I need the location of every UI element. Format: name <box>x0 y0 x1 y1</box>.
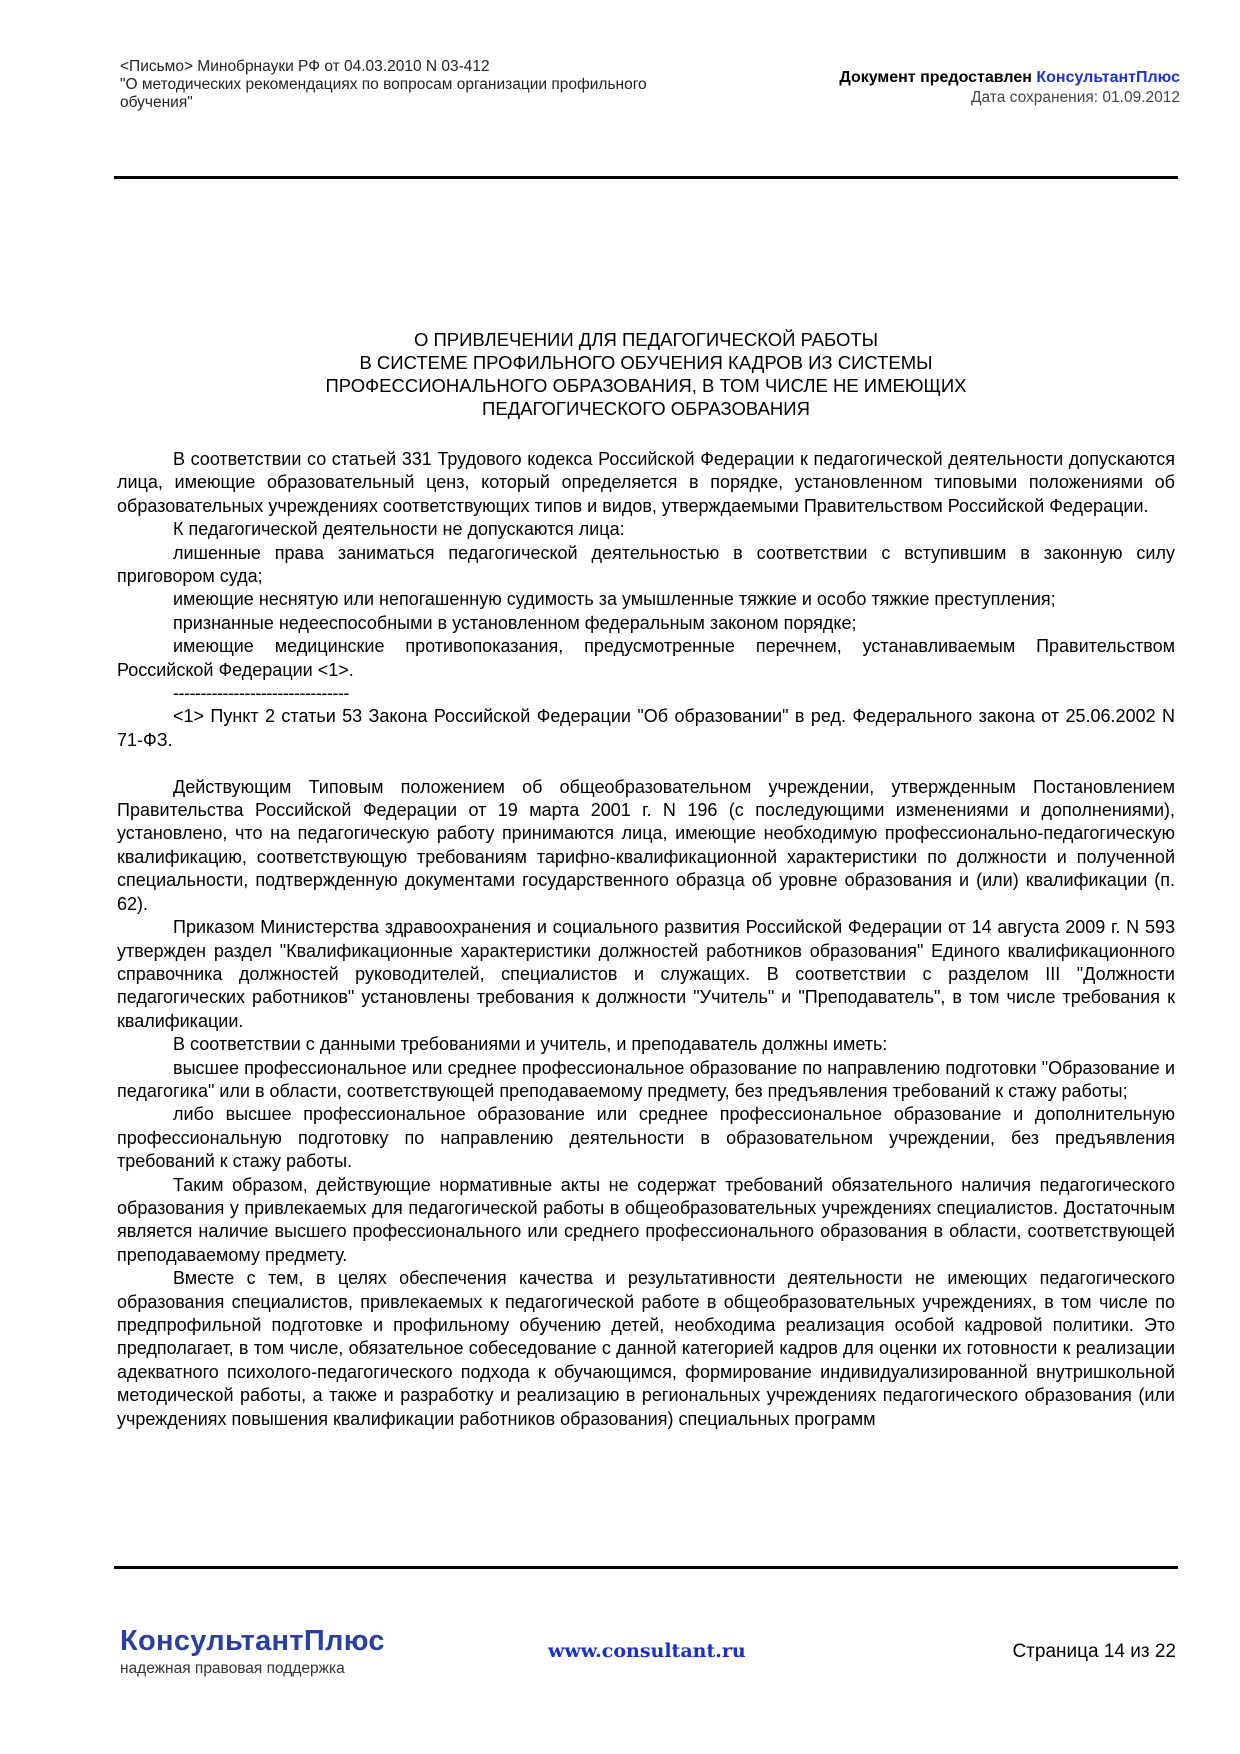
title-line-2: В СИСТЕМЕ ПРОФИЛЬНОГО ОБУЧЕНИЯ КАДРОВ ИЗ СИСТЕМЫ <box>359 352 933 373</box>
provided-by <box>720 68 1180 88</box>
page-number: Страница 14 из 22 <box>1012 1641 1176 1662</box>
paragraph: К педагогической деятельности не допускаются лица: <box>173 519 625 540</box>
document-body <box>117 448 1175 1431</box>
footnote: <1> Пункт 2 статьи 53 Закона Российской Федерации "Об образовании" в ред. Федерального закона от 25.06.2002 N 71-ФЗ. <box>117 706 1175 750</box>
header-divider <box>114 176 1178 179</box>
doc-ref-line-3: обучения" <box>120 94 193 111</box>
website-link[interactable]: www.consultant.ru <box>548 1640 746 1662</box>
provided-brand-link[interactable]: КонсультантПлюс <box>1036 69 1180 86</box>
document-title <box>120 328 1172 420</box>
footer-divider <box>114 1566 1178 1569</box>
provider-info <box>720 68 1180 108</box>
paragraph: В соответствии со статьей 331 Трудового кодекса Российской Федерации к педагогической деятельности допускаются лица, имеющие образовательный ценз, который определяется в порядке, установленном типовыми положениями об образовательных учреждениях соответствующих типов и видов, утверждаемыми Правительством Российской Федерации. <box>117 449 1175 516</box>
document-reference <box>120 58 720 112</box>
logo-tagline: надежная правовая поддержка <box>120 1660 345 1677</box>
spacer <box>117 752 1175 775</box>
title-line-4: ПЕДАГОГИЧЕСКОГО ОБРАЗОВАНИЯ <box>482 398 810 419</box>
list-item: имеющие неснятую или непогашенную судимость за умышленные тяжкие и особо тяжкие преступления; <box>173 589 1056 610</box>
paragraph: Действующим Типовым положением об общеобразовательном учреждении, утвержденным Постановлением Правительства Российской Федерации от 19 марта 2001 г. N 196 (с последующими изменениями и дополнениями), установлено, что на педагогическую работу принимаются лица, имеющие необходимую профессионально-педагогическую квалификацию, соответствующую требованиям тарифно-квалификационной характеристики по должности и полученной специальности, подтвержденную документами государственного образца об уровне образования и (или) квалификации (п. 62). <box>117 776 1175 914</box>
list-item: либо высшее профессиональное образование или среднее профессиональное образование и дополнительную профессиональную подготовку по направлению деятельности в образовательном учреждении, без предъявления требований к стажу работы. <box>117 1104 1175 1172</box>
paragraph: В соответствии с данными требованиями и учитель, и преподаватель должны иметь: <box>173 1034 888 1055</box>
doc-ref-line-2: "О методических рекомендациях по вопросам организации профильного <box>120 76 647 93</box>
list-item: имеющие медицинские противопоказания, предусмотренные перечнем, устанавливаемым Правительством Российской Федерации <1>. <box>117 636 1175 680</box>
list-item: лишенные права заниматься педагогической деятельностью в соответствии с вступившим в законную силу приговором суда; <box>117 542 1175 587</box>
title-line-3: ПРОФЕССИОНАЛЬНОГО ОБРАЗОВАНИЯ, В ТОМ ЧИСЛЕ НЕ ИМЕЮЩИХ <box>325 375 967 396</box>
saved-date: Дата сохранения: 01.09.2012 <box>971 89 1180 106</box>
list-item: высшее профессиональное или среднее профессиональное образование по направлению подготовки "Образование и педагогика" или в области, соответствующей преподаваемому предмету, без предъявления требований к стажу работы; <box>117 1057 1175 1101</box>
doc-ref-line-1: <Письмо> Минобрнауки РФ от 04.03.2010 N 03-412 <box>120 58 490 75</box>
paragraph: Таким образом, действующие нормативные акты не содержат требований обязательного наличия педагогического образования у привлекаемых для педагогической работы в общеобразовательных учреждениях специалистов. Достаточным является наличие высшего профессионального или среднего профессионального образования в области, соответствующей преподаваемому предмету. <box>117 1174 1175 1265</box>
paragraph: Вместе с тем, в целях обеспечения качества и результативности деятельности не имеющих педагогического образования специалистов, привлекаемых к педагогической работе в общеобразовательных учреждениях, в том числе по предпрофильной подготовке и профильному обучению детей, необходима реализация особой кадровой политики. Это предполагает, в том числе, обязательное собеседование с данной категорией кадров для оценки их готовности к реализации адекватного психолого-педагогического подхода к обучающимся, формирование индивидуализированной внутришкольной методической работы, а также и разработку и реализацию в региональных учреждениях педагогического образования (или учреждениях повышения квалификации работников образования) специальных программ <box>117 1268 1175 1429</box>
title-line-1: О ПРИВЛЕЧЕНИИ ДЛЯ ПЕДАГОГИЧЕСКОЙ РАБОТЫ <box>413 329 879 350</box>
logo-name: КонсультантПлюс <box>120 1625 385 1657</box>
footnote-separator: -------------------------------- <box>173 683 349 704</box>
list-item: признанные недееспособными в установленном федеральным законом порядке; <box>173 612 857 633</box>
consultant-logo <box>120 1625 385 1679</box>
provided-prefix: Документ предоставлен <box>839 69 1037 86</box>
paragraph: Приказом Министерства здравоохранения и социального развития Российской Федерации от 14 августа 2009 г. N 593 утвержден раздел "Квалификационные характеристики должностей работников образования" Единого квалификационного справочника должностей руководителей, специалистов и служащих. В соответствии с разделом III "Должности педагогических работников" установлены требования к должности "Учитель" и "Преподаватель", в том числе требования к квалификации. <box>117 917 1175 1031</box>
